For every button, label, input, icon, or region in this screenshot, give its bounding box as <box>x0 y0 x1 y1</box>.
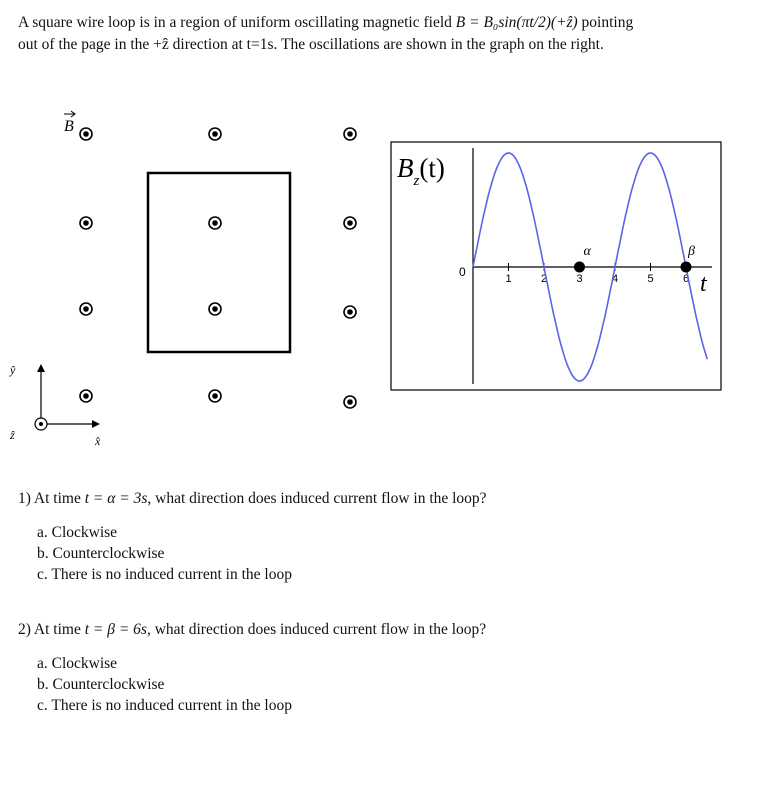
b-field-label: B <box>64 118 74 135</box>
graph-title-main: B <box>397 153 414 183</box>
tick-label-1: 1 <box>505 273 512 285</box>
q1-option-b[interactable]: b. Counterclockwise <box>37 545 165 562</box>
q2-stem-math: t = β = 6s <box>84 621 147 638</box>
graph-origin-label: 0 <box>459 265 466 279</box>
tick-label-6: 6 <box>683 273 690 285</box>
field-dot-icon <box>209 217 221 229</box>
intro-line-2: out of the page in the +ẑ direction at t=1s. The oscillations are shown in the graph on the right. <box>18 36 604 53</box>
q1-stem-b: , what direction does induced current flow in the loop? <box>147 490 487 507</box>
q2-option-c[interactable]: c. There is no induced current in the loop <box>37 697 292 714</box>
field-dots <box>80 128 356 408</box>
axis-x-label: x̂ <box>95 434 101 448</box>
field-dot-icon <box>80 390 92 402</box>
field-dot-icon <box>209 390 221 402</box>
field-dot-icon <box>209 128 221 140</box>
q2-option-b[interactable]: b. Counterclockwise <box>37 676 165 693</box>
graph-title-arg: (t) <box>419 153 445 183</box>
marker-point <box>681 262 692 273</box>
field-dot-icon <box>344 396 356 408</box>
field-expression: B = B₀sin(πt/2)(+ẑ) <box>455 14 578 31</box>
q1-option-a[interactable]: a. Clockwise <box>37 524 118 541</box>
q1-stem-math: t = α = 3s <box>84 490 148 507</box>
field-dot-icon <box>344 306 356 318</box>
question-1 <box>18 488 487 509</box>
field-dot-icon <box>80 303 92 315</box>
q2-option-a[interactable]: a. Clockwise <box>37 655 118 672</box>
x-arrow-icon <box>92 420 100 428</box>
coordinate-axes <box>35 364 100 430</box>
field-dot-icon <box>80 217 92 229</box>
marker-label: β <box>688 244 695 259</box>
q2-stem-a: 2) At time <box>18 621 85 638</box>
tick-label-2: 2 <box>541 273 548 285</box>
field-dot-icon <box>344 128 356 140</box>
marker-label: α <box>583 244 591 259</box>
tick-label-4: 4 <box>612 273 619 285</box>
tick-label-5: 5 <box>647 273 654 285</box>
tick-label-3: 3 <box>576 273 583 285</box>
field-dot-icon <box>209 303 221 315</box>
q1-stem-a: 1) At time <box>18 490 85 507</box>
q2-stem-b: , what direction does induced current flow in the loop? <box>146 621 487 638</box>
q1-option-c[interactable]: c. There is no induced current in the loop <box>37 566 292 583</box>
graph-title-sub: z <box>413 173 420 189</box>
axis-z-label: ẑ <box>10 428 15 442</box>
field-dot-icon <box>80 128 92 140</box>
y-arrow-icon <box>37 364 45 372</box>
marker-point <box>574 262 585 273</box>
intro-text-a: A square wire loop is in a region of uniform oscillating magnetic field <box>18 14 456 31</box>
axis-y-label: ŷ <box>10 363 16 377</box>
graph-t-label: t <box>700 271 707 297</box>
wire-loop <box>148 173 290 352</box>
question-2 <box>18 619 486 640</box>
field-dot-icon <box>344 217 356 229</box>
intro-text-b: pointing <box>577 14 634 31</box>
